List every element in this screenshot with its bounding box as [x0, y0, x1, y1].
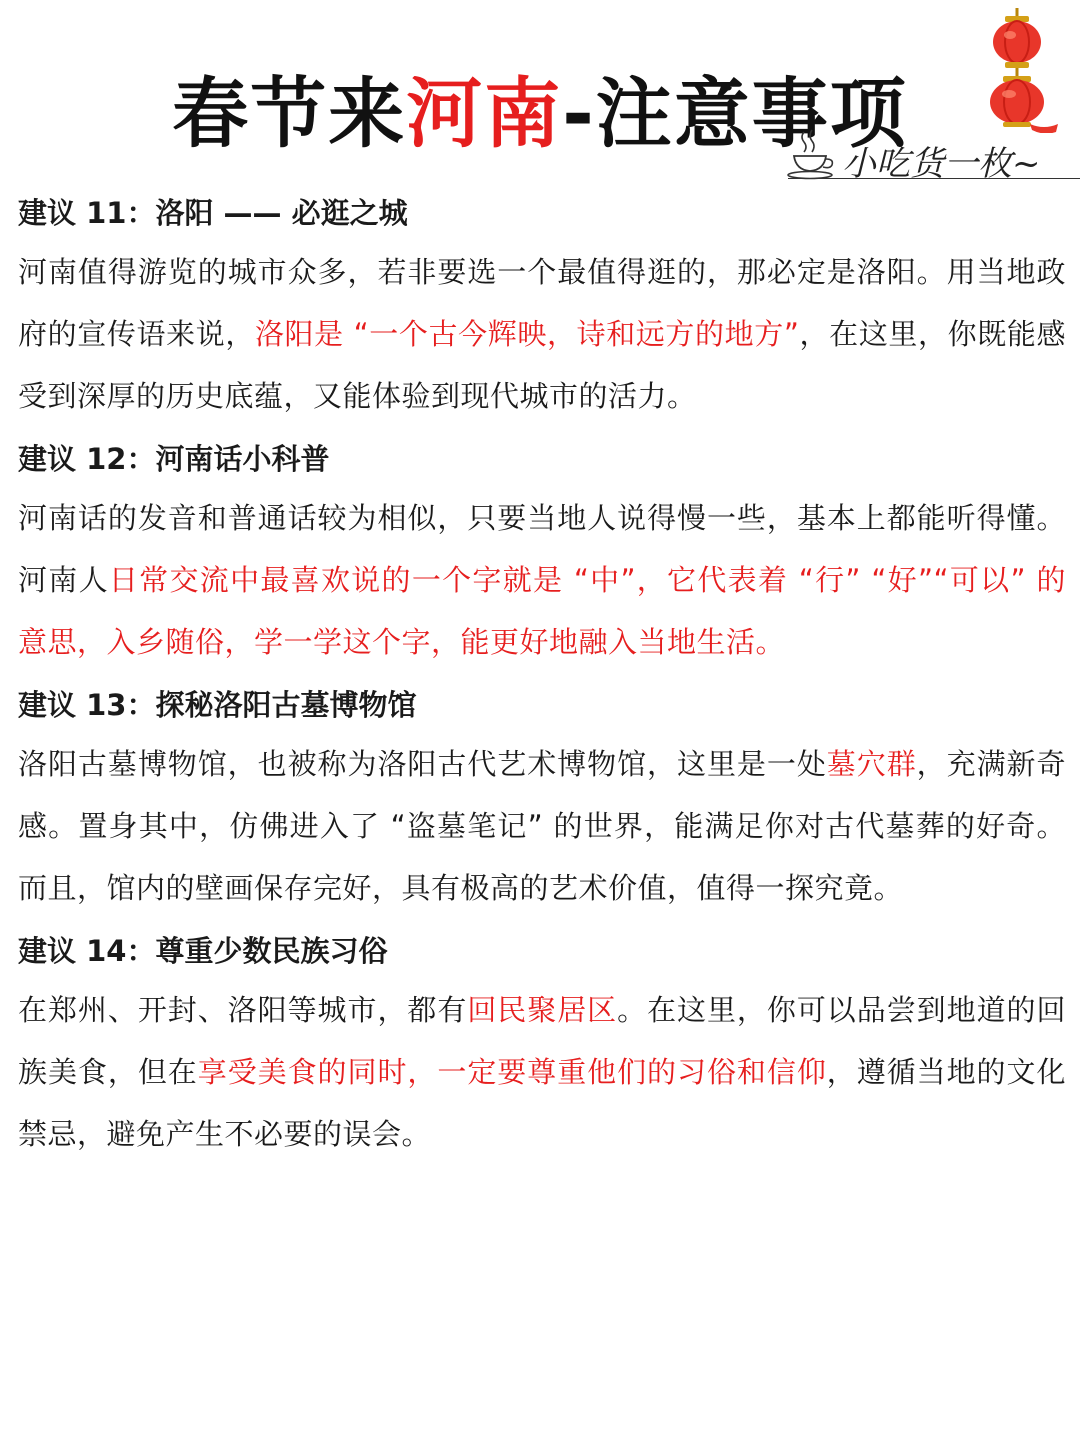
highlight-text: 回民聚居区 [467, 993, 618, 1027]
section-tomb-museum [18, 677, 1066, 919]
highlight-text: 享受美食的同时，一定要尊重他们的习俗和信仰 [197, 1055, 827, 1089]
paragraph-text: 河南值得游览的城市众多，若非要选一个最值得逛的，那必定是洛阳。用当地政府的宣传语来说， [18, 255, 1066, 351]
section-luoyang [18, 185, 1066, 427]
paragraph-text: 。在这里，你可以品尝到地道的回族美食，但在 [18, 993, 1066, 1089]
highlight-text: 洛阳是 “一个古今辉映，诗和远方的地方” [254, 317, 800, 351]
signature [780, 128, 1080, 184]
section-henan-dialect [18, 431, 1066, 673]
section-heading: 建议 11：洛阳 —— 必逛之城 [18, 196, 408, 230]
paragraph-text: ，在这里，你既能感受到深厚的历史底蕴，又能体验到现代城市的活力。 [18, 317, 1066, 413]
title-part-1: 春节来 [172, 68, 407, 158]
paragraph-text: ，充满新奇感。置身其中，仿佛进入了 “盗墓笔记” 的世界，能满足你对古代墓葬的好奇。而且，馆内的壁画保存完好，具有极高的艺术价值，值得一探究竟。 [18, 747, 1066, 905]
paragraph-text: 在郑州、开封、洛阳等城市，都有 [18, 993, 468, 1027]
section-heading: 建议 12：河南话小科普 [18, 442, 330, 476]
section-paragraph [18, 979, 1066, 1165]
paragraph-text: 河南话的发音和普通话较为相似，只要当地人说得慢一些，基本上都能听得懂。河南人 [18, 501, 1066, 597]
highlight-text: 日常交流中最喜欢说的一个字就是 “中”，它代表着 “行” “好”“可以” 的意思，入乡随俗，学一学这个字，能更好地融入当地生活。 [18, 563, 1066, 659]
content [18, 185, 1066, 1169]
section-heading: 建议 14：尊重少数民族习俗 [18, 934, 388, 968]
signature-text: 小吃货一枚~ [842, 144, 1041, 184]
highlight-text: 墓穴群 [826, 747, 917, 781]
coffee-cup-icon [786, 128, 838, 180]
section-paragraph [18, 733, 1066, 919]
lantern-icon [972, 8, 1062, 133]
title-highlight: 河南 [406, 68, 563, 158]
section-heading: 建议 13：探秘洛阳古墓博物馆 [18, 688, 417, 722]
paragraph-text: ，遵循当地的文化禁忌，避免产生不必要的误会。 [18, 1055, 1066, 1151]
title-part-2: -注意事项 [562, 68, 908, 158]
signature-underline [788, 178, 1080, 179]
paragraph-text: 洛阳古墓博物馆，也被称为洛阳古代艺术博物馆，这里是一处 [18, 747, 827, 781]
section-ethnic-customs [18, 923, 1066, 1165]
section-paragraph [18, 241, 1066, 427]
section-paragraph [18, 487, 1066, 673]
